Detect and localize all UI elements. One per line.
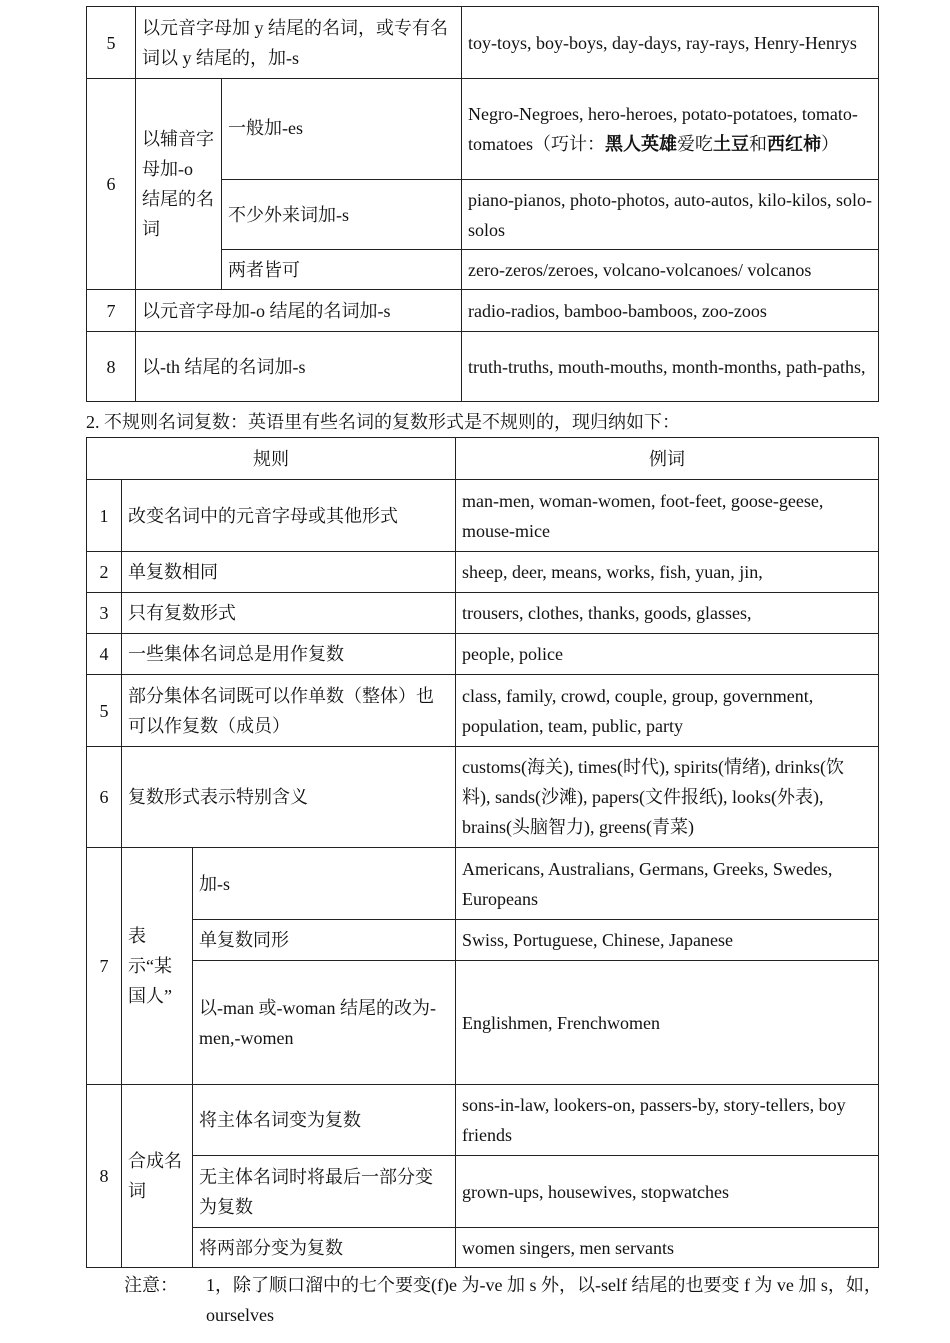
- examples-cell: zero-zeros/zeroes, volcano-volcanoes/ volcanos: [462, 250, 879, 290]
- table-header-row: [87, 438, 879, 480]
- examples-cell: Swiss, Portuguese, Chinese, Japanese: [456, 920, 879, 961]
- examples-cell: sheep, deer, means, works, fish, yuan, jin,: [456, 552, 879, 593]
- sub-rule-cell: 加-s: [193, 848, 456, 920]
- group-rule-cell: 表示“某国人”: [122, 848, 193, 1085]
- plural-rules-table-regular: [86, 6, 879, 402]
- sub-rule-cell: 以-man 或-woman 结尾的改为-men,-women: [193, 961, 456, 1085]
- rule-cell: 一些集体名词总是用作复数: [122, 634, 456, 675]
- row-number: 2: [87, 552, 122, 593]
- mnemonic-bold: 黑人英雄: [605, 134, 677, 154]
- header-examples: 例词: [456, 438, 879, 480]
- examples-text: Negro-Negroes, hero-heroes, potato-potatoes, tomato-tomatoes（巧计：: [468, 104, 858, 154]
- row-number: 4: [87, 634, 122, 675]
- examples-cell: radio-radios, bamboo-bamboos, zoo-zoos: [462, 290, 879, 332]
- row-number: 3: [87, 593, 122, 634]
- examples-cell: customs(海关), times(时代), spirits(情绪), drinks(饮料), sands(沙滩), papers(文件报纸), looks(外表), brains(头脑智力), greens(青菜): [456, 747, 879, 848]
- examples-cell: grown-ups, housewives, stopwatches: [456, 1156, 879, 1228]
- sub-rule-cell: 不少外来词加-s: [222, 180, 462, 250]
- rule-cell: 复数形式表示特别含义: [122, 747, 456, 848]
- table-row: [87, 1156, 879, 1228]
- plural-rules-table-irregular: [86, 437, 879, 1268]
- row-number: 6: [87, 747, 122, 848]
- sub-rule-cell: 单复数同形: [193, 920, 456, 961]
- examples-cell: class, family, crowd, couple, group, government, population, team, public, party: [456, 675, 879, 747]
- note-text: 1，除了顺口溜中的七个要变(f)e 为-ve 加 s 外，以-self 结尾的也要变 f 为 ve 加 s，如，ourselves: [206, 1275, 882, 1325]
- table-row: [87, 480, 879, 552]
- header-rule: 规则: [87, 438, 456, 480]
- row-number: 5: [87, 7, 136, 79]
- table-row: [87, 920, 879, 961]
- rule-cell: 部分集体名词既可以作单数（整体）也可以作复数（成员）: [122, 675, 456, 747]
- mnemonic-text: 和: [749, 134, 767, 154]
- table-row: [87, 747, 879, 848]
- table-row: [87, 552, 879, 593]
- note-label: 注意：: [124, 1275, 178, 1295]
- table-row: [87, 1085, 879, 1156]
- table-row: [87, 848, 879, 920]
- sub-rule-cell: 一般加-es: [222, 79, 462, 180]
- rule-cell: 改变名词中的元音字母或其他形式: [122, 480, 456, 552]
- examples-cell: [462, 79, 879, 180]
- sub-rule-cell: 将两部分变为复数: [193, 1228, 456, 1268]
- row-number: 7: [87, 848, 122, 1085]
- row-number: 6: [87, 79, 136, 290]
- row-number: 8: [87, 1085, 122, 1268]
- examples-cell: truth-truths, mouth-mouths, month-months, path-paths,: [462, 332, 879, 402]
- rule-cell: 单复数相同: [122, 552, 456, 593]
- mnemonic-bold: 土豆: [713, 134, 749, 154]
- table-row: [87, 7, 879, 79]
- rule-cell: 以元音字母加-o 结尾的名词加-s: [136, 290, 462, 332]
- sub-rule-cell: 两者皆可: [222, 250, 462, 290]
- examples-cell: Englishmen, Frenchwomen: [456, 961, 879, 1085]
- row-number: 5: [87, 675, 122, 747]
- rule-cell: 只有复数形式: [122, 593, 456, 634]
- examples-cell: trousers, clothes, thanks, goods, glasses,: [456, 593, 879, 634]
- examples-cell: sons-in-law, lookers-on, passers-by, story-tellers, boy friends: [456, 1085, 879, 1156]
- table-row: [87, 290, 879, 332]
- group-rule-cell: 以辅音字母加-o 结尾的名词: [136, 79, 222, 290]
- examples-cell: women singers, men servants: [456, 1228, 879, 1268]
- group-rule-cell: 合成名词: [122, 1085, 193, 1268]
- table-row: [87, 961, 879, 1085]
- mnemonic-text: 爱吃: [677, 134, 713, 154]
- rule-cell: 以元音字母加 y 结尾的名词，或专有名词以 y 结尾的，加-s: [136, 7, 462, 79]
- table-row: [87, 332, 879, 402]
- sub-rule-cell: 将主体名词变为复数: [193, 1085, 456, 1156]
- examples-cell: piano-pianos, photo-photos, auto-autos, kilo-kilos, solo-solos: [462, 180, 879, 250]
- table-row: [87, 1228, 879, 1268]
- rule-cell: 以-th 结尾的名词加-s: [136, 332, 462, 402]
- table-row: [87, 79, 879, 180]
- examples-cell: toy-toys, boy-boys, day-days, ray-rays, Henry-Henrys: [462, 7, 879, 79]
- mnemonic-text: ）: [821, 134, 839, 154]
- row-number: 7: [87, 290, 136, 332]
- row-number: 8: [87, 332, 136, 402]
- examples-cell: Americans, Australians, Germans, Greeks, Swedes, Europeans: [456, 848, 879, 920]
- examples-cell: people, police: [456, 634, 879, 675]
- table-row: [87, 675, 879, 747]
- mnemonic-bold: 西红柿: [767, 134, 821, 154]
- section-heading: 2. 不规则名词复数：英语里有些名词的复数形式是不规则的，现归纳如下：: [86, 412, 680, 432]
- table-row: [87, 593, 879, 634]
- table-row: [87, 634, 879, 675]
- sub-rule-cell: 无主体名词时将最后一部分变为复数: [193, 1156, 456, 1228]
- examples-cell: man-men, woman-women, foot-feet, goose-geese, mouse-mice: [456, 480, 879, 552]
- row-number: 1: [87, 480, 122, 552]
